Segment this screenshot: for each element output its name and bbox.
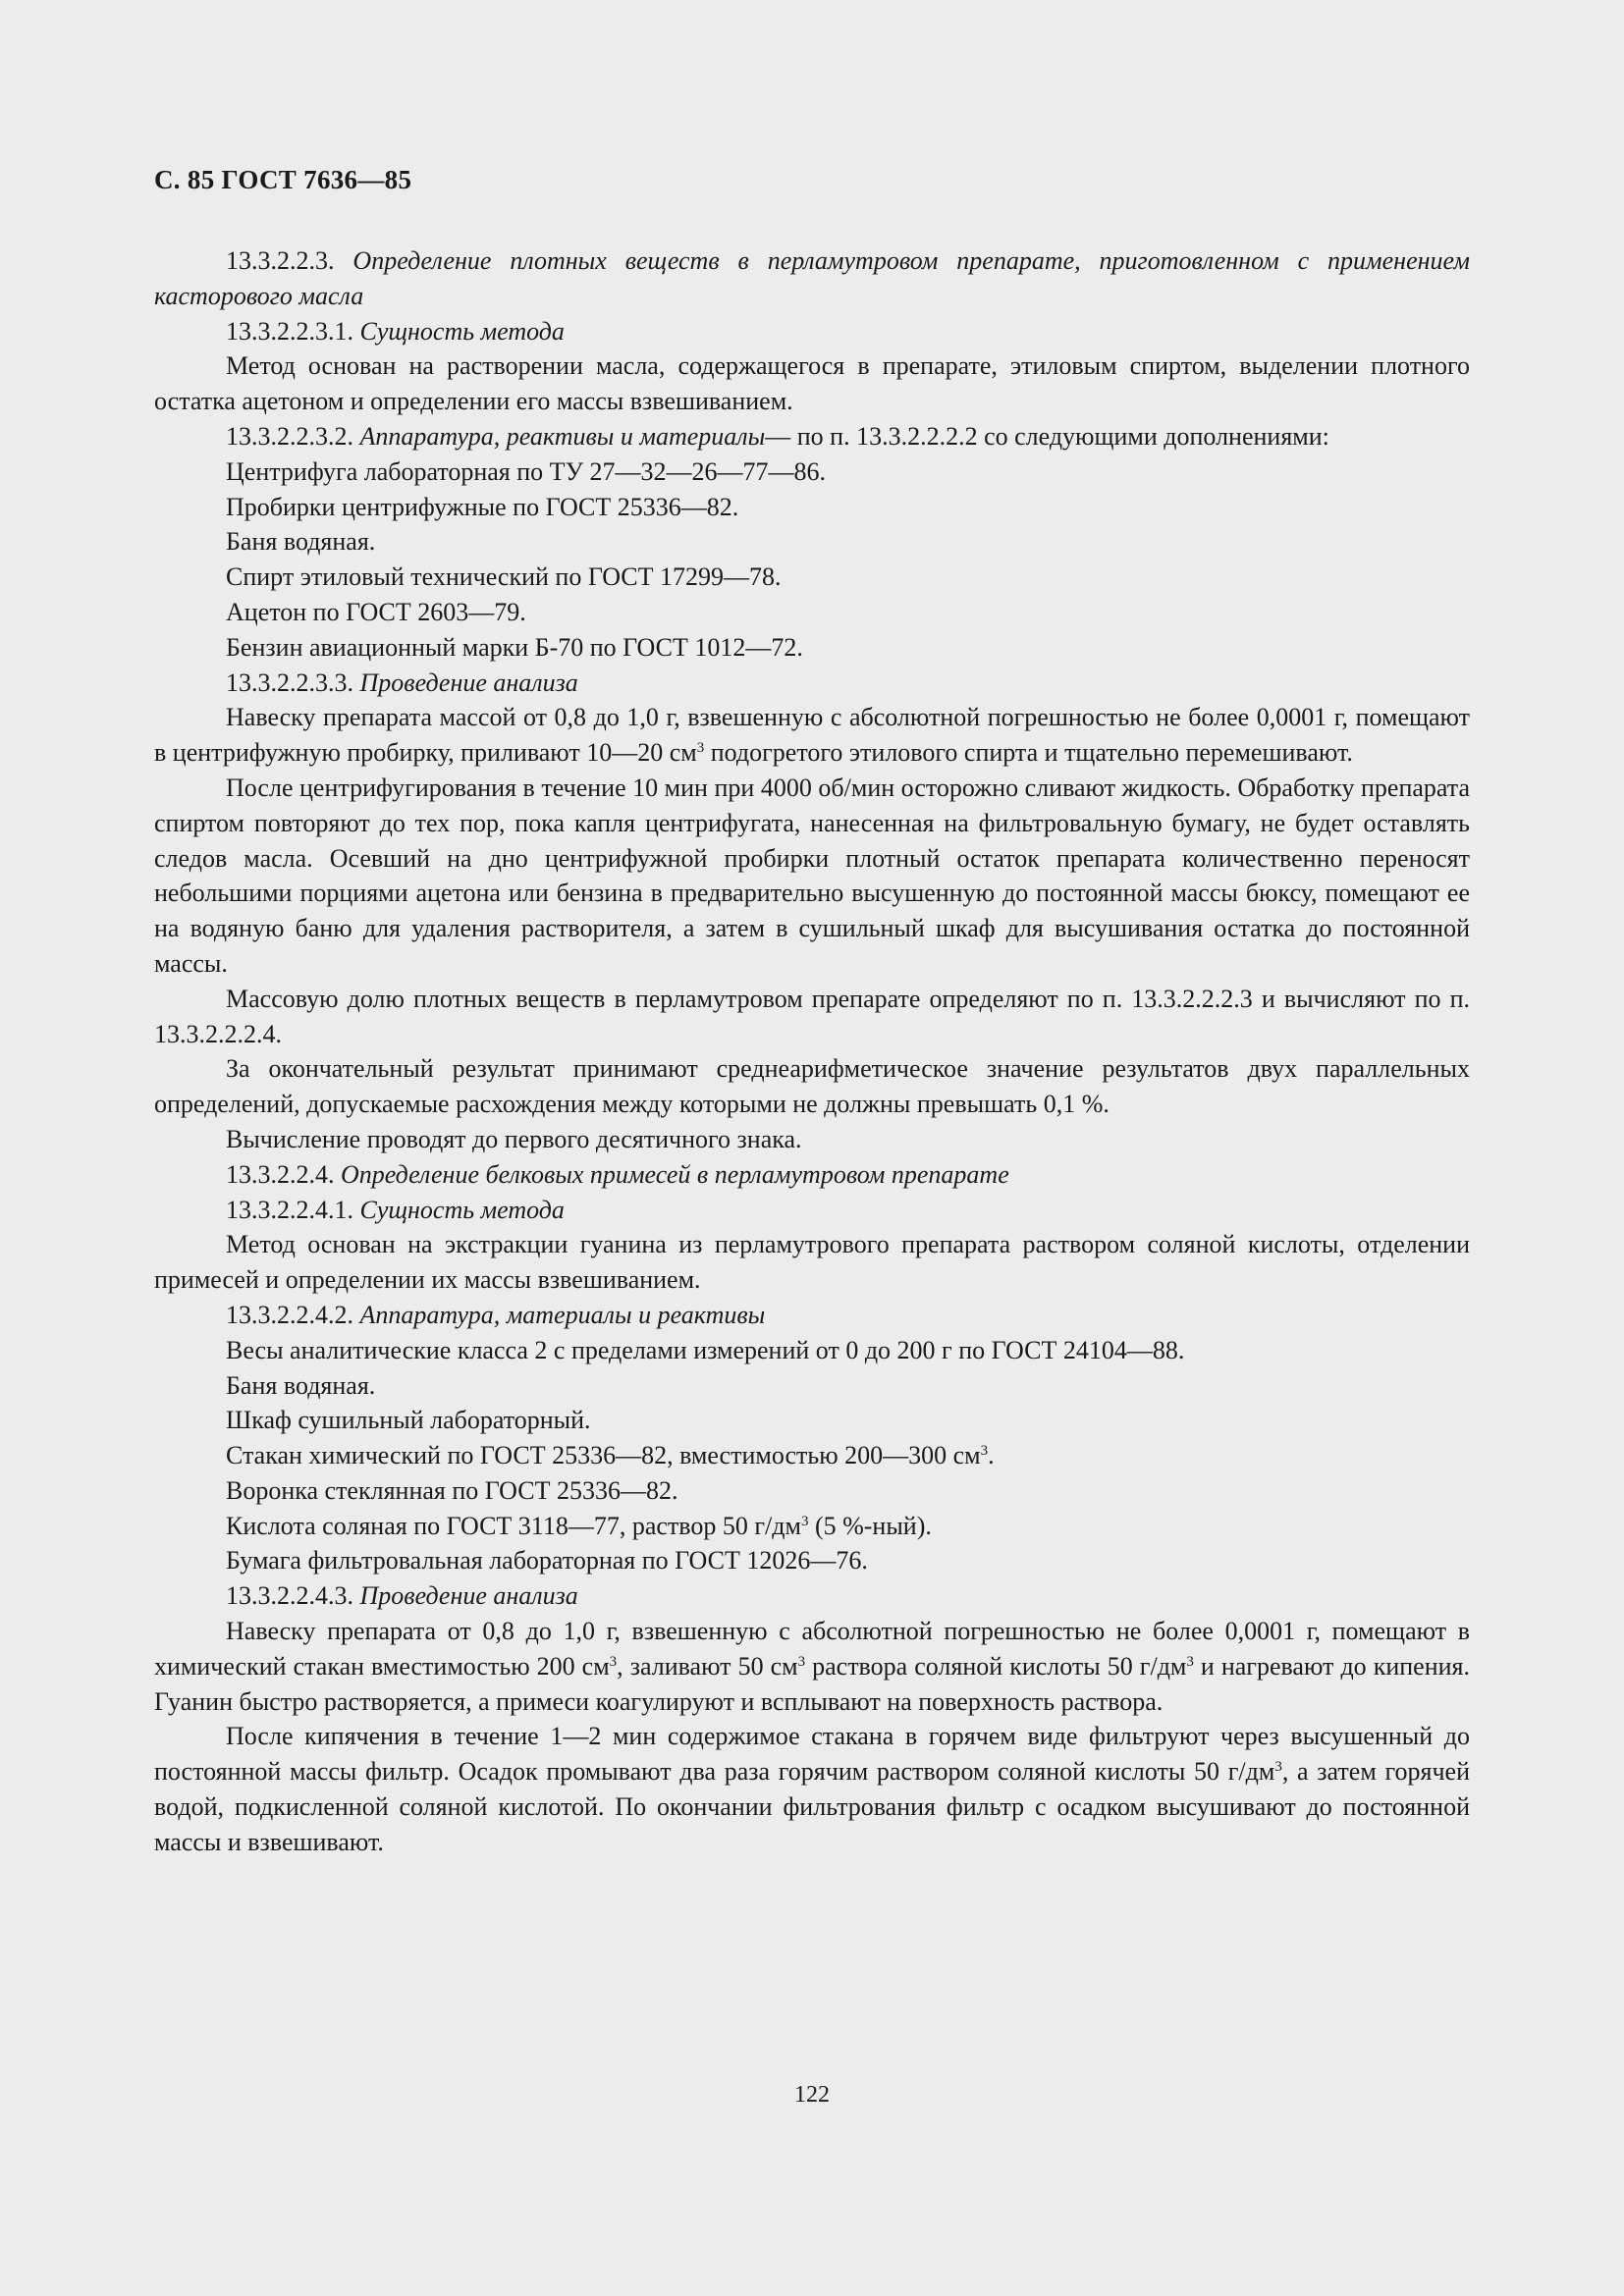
superscript: 3 [609,1653,618,1670]
superscript: 3 [800,1513,809,1529]
paragraph [154,1719,1470,1859]
section-heading [154,243,1470,314]
section-heading [154,419,1470,454]
list-item: Баня водяная. [226,527,376,557]
text-run: Навеску препарата массой от 0,8 до 1,0 г, взвешенную с абсолютной погрешностью не более 0,0001 г, помещают в центрифужную пробирку, приливают 10—20 см [154,703,1470,768]
text-run: и нагревают до кипения. Гуанин быстро растворяется, а примеси коагулируют и всплывают на поверхность раствора. [154,1651,1470,1716]
clause-number: 13.3.2.2.4.3. [226,1581,360,1611]
clause-number: 13.3.2.2.3.1. [226,316,360,346]
superscript: 3 [1274,1759,1282,1776]
clause-title: Проведение анализа [359,667,578,697]
clause-title: Аппаратура, реактивы и материалы [359,421,766,451]
list-item: Баня водяная. [226,1370,376,1400]
text-run: Стакан химический по ГОСТ 25336—82, вместимостью 200—300 см [226,1441,981,1470]
paragraph: Вычисление проводят до первого десятичного знака. [226,1124,802,1153]
list-item: Воронка стеклянная по ГОСТ 25336—82. [226,1475,678,1505]
text-run: раствора соляной кислоты 50 г/дм [805,1651,1187,1681]
text-run: , а затем горячей водой, подкисленной соляной кислотой. По окончании фильтрования фильтр с осадком высушивают до постоянной массы и взвешивают. [154,1757,1470,1856]
clause-number: 13.3.2.2.4.1. [226,1195,360,1224]
paragraph [154,700,1470,771]
list-item: Весы аналитические класса 2 с пределами измерений от 0 до 200 г по ГОСТ 24104—88. [226,1335,1185,1364]
clause-number: 13.3.2.2.3. [226,246,353,275]
paragraph: Метод основан на растворении масла, содержащегося в препарате, этиловым спиртом, выделении плотного остатка ацетоном и определении его массы взвешиванием. [154,351,1470,416]
list-item: Бензин авиационный марки Б-70 по ГОСТ 1012—72. [226,632,803,662]
list-item: Пробирки центрифужные по ГОСТ 25336—82. [226,492,739,521]
paragraph: После центрифугирования в течение 10 мин при 4000 об/мин осторожно сливают жидкость. Обработку препарата спиртом повторяют до тех пор, пока капля центрифугата, нанесенная на фильтровальную бумагу, не будет оставлять следов масла. Осевший на дно центрифужной пробирки плотный остаток препарата количественно переносят небольшими порциями ацетона или бензина в предварительно высушенную до постоянной массы бюксу, помещают ее на водяную баню для удаления растворителя, а затем в сушильный шкаф для высушивания остатка до постоянной массы. [154,773,1470,978]
clause-title: Сущность метода [359,316,565,346]
text-run: подогретого этилового спирта и тщательно перемешивают. [704,738,1353,768]
page-header: С. 85 ГОСТ 7636—85 [154,165,412,194]
superscript: 3 [1186,1653,1194,1670]
superscript: 3 [696,740,705,757]
section-heading [154,314,1470,349]
paragraph: Метод основан на экстракции гуанина из перламутрового препарата раствором соляной кислоты, отделении примесей и определении их массы взвешиванием. [154,1230,1470,1295]
text-run: После кипячения в течение 1—2 мин содержимое стакана в горячем виде фильтруют через высушенный до постоянной массы фильтр. Осадок промывают два раза горячим раствором соляной кислоты 50 г/дм [154,1722,1470,1787]
list-item [154,1509,1470,1544]
paragraph: За окончательный результат принимают среднеарифметическое значение результатов двух параллельных определений, допускаемые расхождения между которыми не должны превышать 0,1 %. [154,1054,1470,1119]
clause-title: Аппаратура, материалы и реактивы [359,1300,766,1329]
paragraph [154,1614,1470,1719]
text-run: , заливают 50 см [617,1651,798,1681]
clause-number: 13.3.2.2.3.3. [226,667,360,697]
list-item: Ацетон по ГОСТ 2603—79. [226,597,526,626]
text-run: Навеску препарата от 0,8 до 1,0 г, взвешенную с абсолютной погрешностью не более 0,0001 г, помещают в химический стакан вместимостью 200 см [154,1617,1470,1681]
clause-text: — по п. 13.3.2.2.2.2 со следующими дополнениями: [765,421,1329,451]
superscript: 3 [980,1443,989,1460]
clause-number: 13.3.2.2.4. [226,1159,341,1189]
section-heading [154,1193,1470,1228]
text-run: (5 %-ный). [808,1511,932,1540]
section-heading [154,666,1470,701]
clause-title: Определение плотных веществ в перламутровом препарате, приготовленном с применением касторового масла [154,246,1470,310]
superscript: 3 [797,1653,806,1670]
section-heading [154,1298,1470,1333]
page-number: 122 [794,2082,830,2108]
clause-title: Сущность метода [359,1195,565,1224]
clause-number: 13.3.2.2.3.2. [226,421,360,451]
list-item [154,1438,1470,1473]
text-run: . [988,1441,995,1470]
text-run: Кислота соляная по ГОСТ 3118—77, раствор 50 г/дм [226,1511,801,1540]
list-item: Шкаф сушильный лабораторный. [226,1406,591,1435]
list-item: Центрифуга лабораторная по ТУ 27—32—26—77—86. [226,456,826,486]
document-body [154,243,1470,1860]
section-heading [154,1157,1470,1193]
clause-title: Определение белковых примесей в перламутровом препарате [341,1159,1009,1189]
clause-number: 13.3.2.2.4.2. [226,1300,360,1329]
list-item: Спирт этиловый технический по ГОСТ 17299—78. [226,562,782,592]
list-item: Бумага фильтровальная лабораторная по ГОСТ 12026—76. [226,1546,868,1575]
paragraph: Массовую долю плотных веществ в перламутровом препарате определяют по п. 13.3.2.2.2.3 и вычисляют по п. 13.3.2.2.2.4. [154,984,1470,1048]
clause-title: Проведение анализа [359,1581,578,1611]
section-heading [154,1578,1470,1614]
